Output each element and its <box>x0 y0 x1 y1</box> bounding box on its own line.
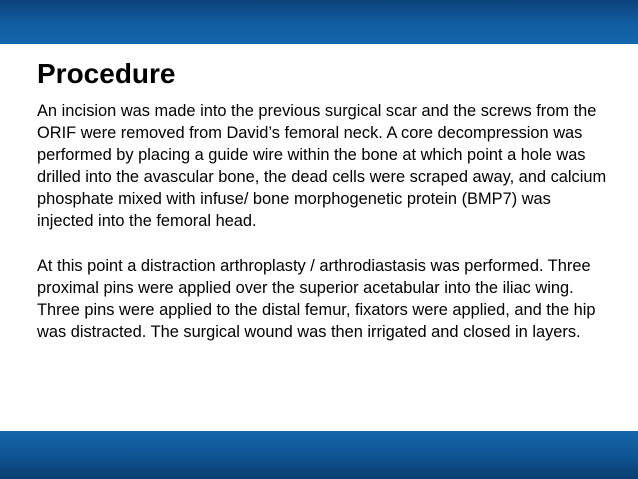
bottom-blue-band <box>0 431 638 479</box>
top-blue-band <box>0 0 638 44</box>
procedure-paragraph-1: An incision was made into the previous surgical scar and the screws from the ORIF were removed from David’s femoral neck. A core decompression was performed by placing a guide wire within the bone at which point a hole was drilled into the avascular bone, the dead cells were scraped away, and calcium phosphate mixed with infuse/ bone morphogenetic protein (BMP7) was injected into the femoral head. <box>37 102 607 230</box>
procedure-paragraph-2: At this point a distraction arthroplasty / arthrodiastasis was performed. Three proximal pins were applied over the superior acetabular into the iliac wing. Three pins were applied to the distal femur, fixators were applied, and the hip was distracted. The surgical wound was then irrigated and closed in layers. <box>37 257 596 341</box>
slide-title: Procedure <box>37 58 176 89</box>
